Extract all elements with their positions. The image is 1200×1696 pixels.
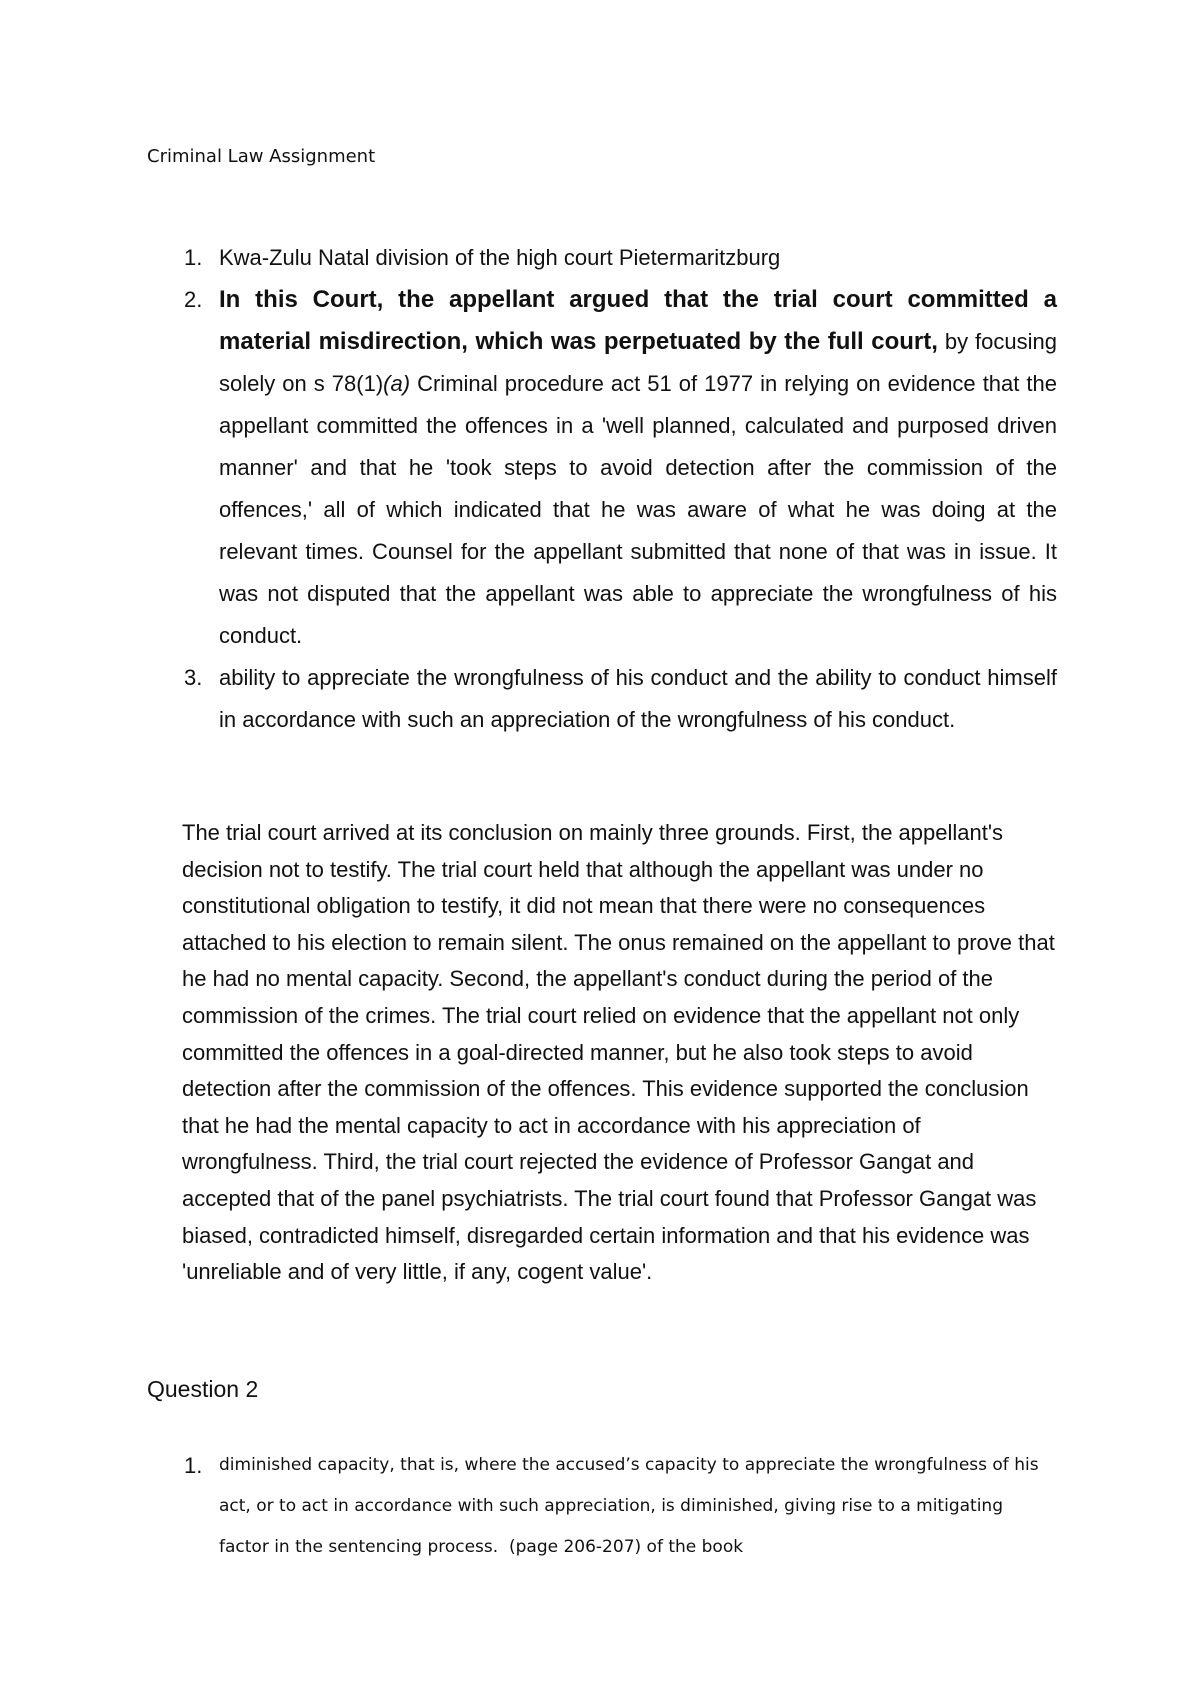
page-reference: (page 206-207) of the book	[508, 1537, 744, 1557]
answer-list	[147, 237, 1057, 741]
list-item	[147, 279, 1057, 657]
list-number: 3.	[184, 665, 203, 690]
list-item	[147, 237, 1057, 279]
body-paragraph: The trial court arrived at its conclusion on mainly three grounds. First, the appellant's decision not to testify. The trial court held that although the appellant was under no constitutional obligation to testify, it did not mean that there were no consequences attached to his election to remain silent. The onus remained on the appellant to prove that he had no mental capacity. Second, the appellant's conduct during the period of the commission of the crimes. The trial court relied on evidence that the appellant not only committed the offences in a goal-directed manner, but he also took steps to avoid detection after the commission of the offences. This evidence supported the conclusion that he had the mental capacity to act in accordance with his appreciation of wrongfulness. Third, the trial court rejected the evidence of Professor Gangat and accepted that of the panel psychiatrists. The trial court found that Professor Gangat was biased, contradicted himself, disregarded certain information and that his evidence was 'unreliable and of very little, if any, cogent value'.	[182, 820, 1055, 1285]
question-2-list	[147, 1445, 1057, 1568]
list-item-text: Kwa-Zulu Natal division of the high court Pietermaritzburg	[219, 245, 781, 270]
italic-text: (a)	[383, 371, 411, 396]
list-item-text: ability to appreciate the wrongfulness of his conduct and the ability to conduct himself in accordance with such an appreciation of the wrongfulness of his conduct.	[219, 665, 1057, 732]
document-title: Criminal Law Assignment	[147, 146, 376, 167]
list-item-text: Criminal procedure act 51 of 1977 in relying on evidence that the appellant committed the offences in a 'well planned, calculated and purposed driven manner' and that he 'took steps to avoid detection after the commission of the offences,' all of which indicated that he was aware of what he was doing at the relevant times. Counsel for the appellant submitted that none of that was in issue. It was not disputed that the appellant was able to appreciate the wrongfulness of his conduct.	[219, 371, 1057, 648]
list-number: 1.	[184, 245, 203, 270]
list-item-text: diminished capacity, that is, where the accused’s capacity to appreciate the wrongfulness of his act, or to act in accordance with such appreciation, is diminished, giving rise to a mitigating factor in the sentencing process.	[219, 1455, 1039, 1557]
list-number: 2.	[184, 287, 203, 312]
list-item	[147, 1445, 1057, 1568]
list-item-text: by focusing solely on s 78(1)	[219, 329, 1057, 396]
question-heading: Question 2	[147, 1376, 259, 1402]
bold-lead-text: In this Court, the appellant argued that the trial court committed a material misdirection, which was perpetuated by the full court,	[219, 286, 1057, 355]
list-item	[147, 657, 1057, 741]
list-number: 1.	[184, 1453, 203, 1478]
